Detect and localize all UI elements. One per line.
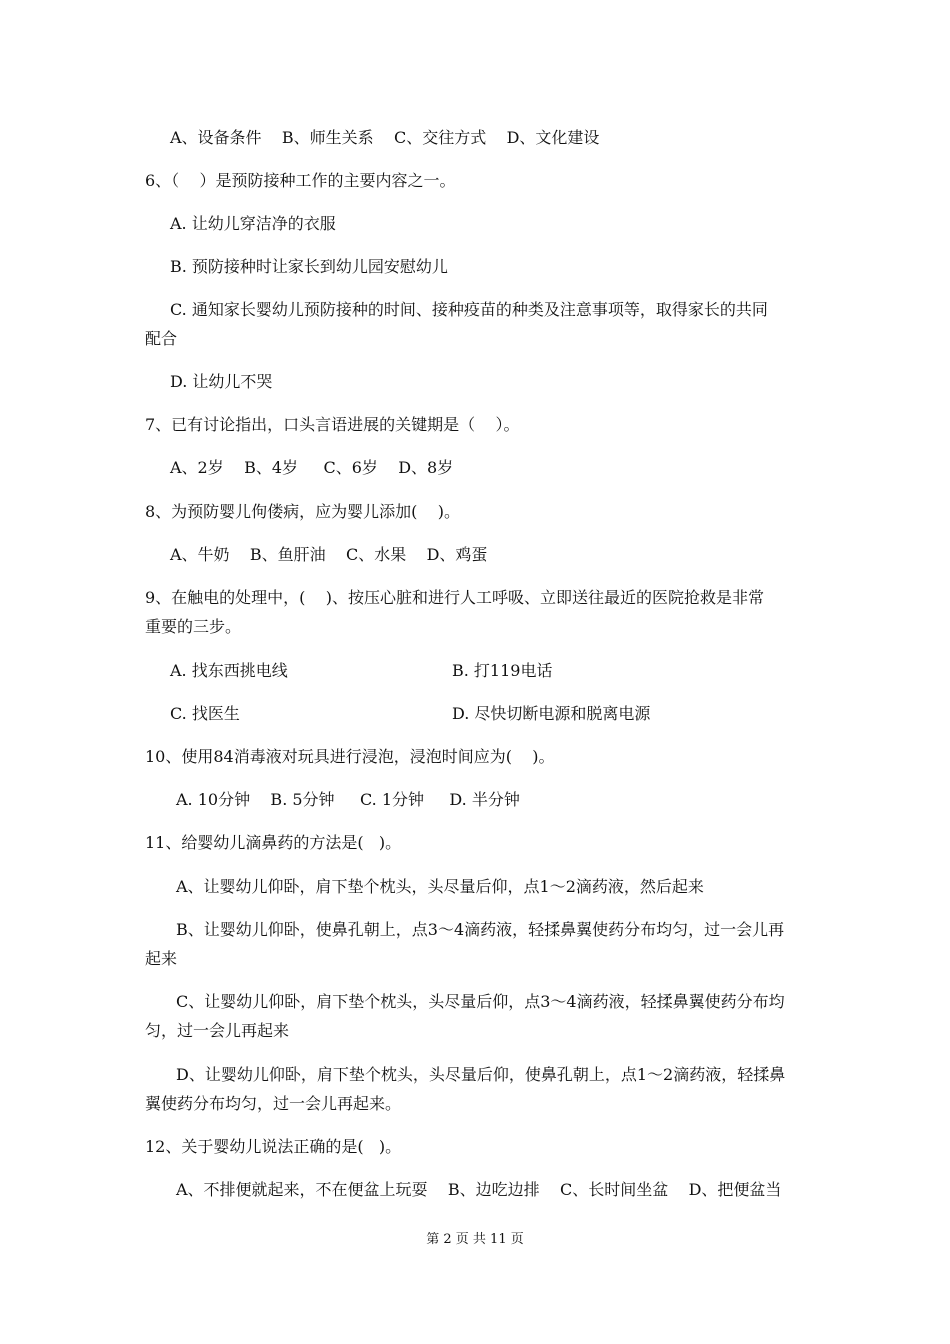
- line-q11-option-b: B、让婴幼儿仰卧，使鼻孔朝上，点3～4滴药液，轻揉鼻翼使药分布均匀，过一会儿再: [176, 920, 785, 939]
- line-q11-stem: 11、给婴幼儿滴鼻药的方法是( )。: [145, 833, 402, 852]
- line-q6-stem: 6、（ ）是预防接种工作的主要内容之一。: [145, 171, 456, 190]
- line-q11-option-d-cont: 翼使药分布均匀，过一会儿再起来。: [145, 1094, 402, 1113]
- line-q11-option-c: C、让婴幼儿仰卧，肩下垫个枕头，头尽量后仰，点3～4滴药液，轻揉鼻翼使药分布均: [176, 992, 785, 1011]
- line-q9-option-d: D. 尽快切断电源和脱离电源: [452, 704, 651, 723]
- line-q11-option-d: D、让婴幼儿仰卧，肩下垫个枕头，头尽量后仰，使鼻孔朝上，点1～2滴药液，轻揉鼻: [176, 1065, 786, 1084]
- line-q9-option-c: C. 找医生: [170, 704, 240, 723]
- line-q6-option-c-cont: 配合: [145, 329, 178, 348]
- line-q7-stem: 7、已有讨论指出，口头言语进展的关键期是（ ）。: [145, 415, 520, 434]
- line-q9-stem-cont: 重要的三步。: [145, 617, 242, 636]
- line-q9-option-b: B. 打119电话: [452, 661, 553, 680]
- line-q8-options: A、牛奶 B、鱼肝油 C、水果 D、鸡蛋: [170, 545, 488, 564]
- line-q10-options: A. 10分钟 B. 5分钟 C. 1分钟 D. 半分钟: [176, 790, 520, 809]
- line-q6-option-b: B. 预防接种时让家长到幼儿园安慰幼儿: [170, 257, 448, 276]
- line-q8-stem: 8、为预防婴儿佝偻病，应为婴儿添加( )。: [145, 502, 461, 521]
- line-q7-options: A、2岁 B、4岁 C、6岁 D、8岁: [170, 458, 454, 477]
- page-footer: 第 2 页 共 11 页: [426, 1232, 524, 1247]
- line-q11-option-b-cont: 起来: [145, 949, 178, 968]
- line-q9-option-a: A. 找东西挑电线: [170, 661, 288, 680]
- line-q10-stem: 10、使用84消毒液对玩具进行浸泡，浸泡时间应为( )。: [145, 747, 555, 766]
- line-q11-option-c-cont: 匀，过一会儿再起来: [145, 1021, 290, 1040]
- line-q12-options: A、不排便就起来，不在便盆上玩耍 B、边吃边排 C、长时间坐盆 D、把便盆当: [176, 1180, 782, 1199]
- line-q11-option-a: A、让婴幼儿仰卧，肩下垫个枕头，头尽量后仰，点1～2滴药液，然后起来: [176, 877, 704, 896]
- line-q6-option-c: C. 通知家长婴幼儿预防接种的时间、接种疫苗的种类及注意事项等，取得家长的共同: [170, 300, 768, 319]
- line-q12-stem: 12、关于婴幼儿说法正确的是( )。: [145, 1137, 402, 1156]
- line-q6-option-d: D. 让幼儿不哭: [170, 372, 273, 391]
- line-q5-options: A、设备条件 B、师生关系 C、交往方式 D、文化建设: [170, 128, 600, 147]
- line-q6-option-a: A. 让幼儿穿洁净的衣服: [170, 214, 336, 233]
- line-q9-stem: 9、在触电的处理中，( )、按压心脏和进行人工呼吸、立即送往最近的医院抢救是非常: [145, 588, 765, 607]
